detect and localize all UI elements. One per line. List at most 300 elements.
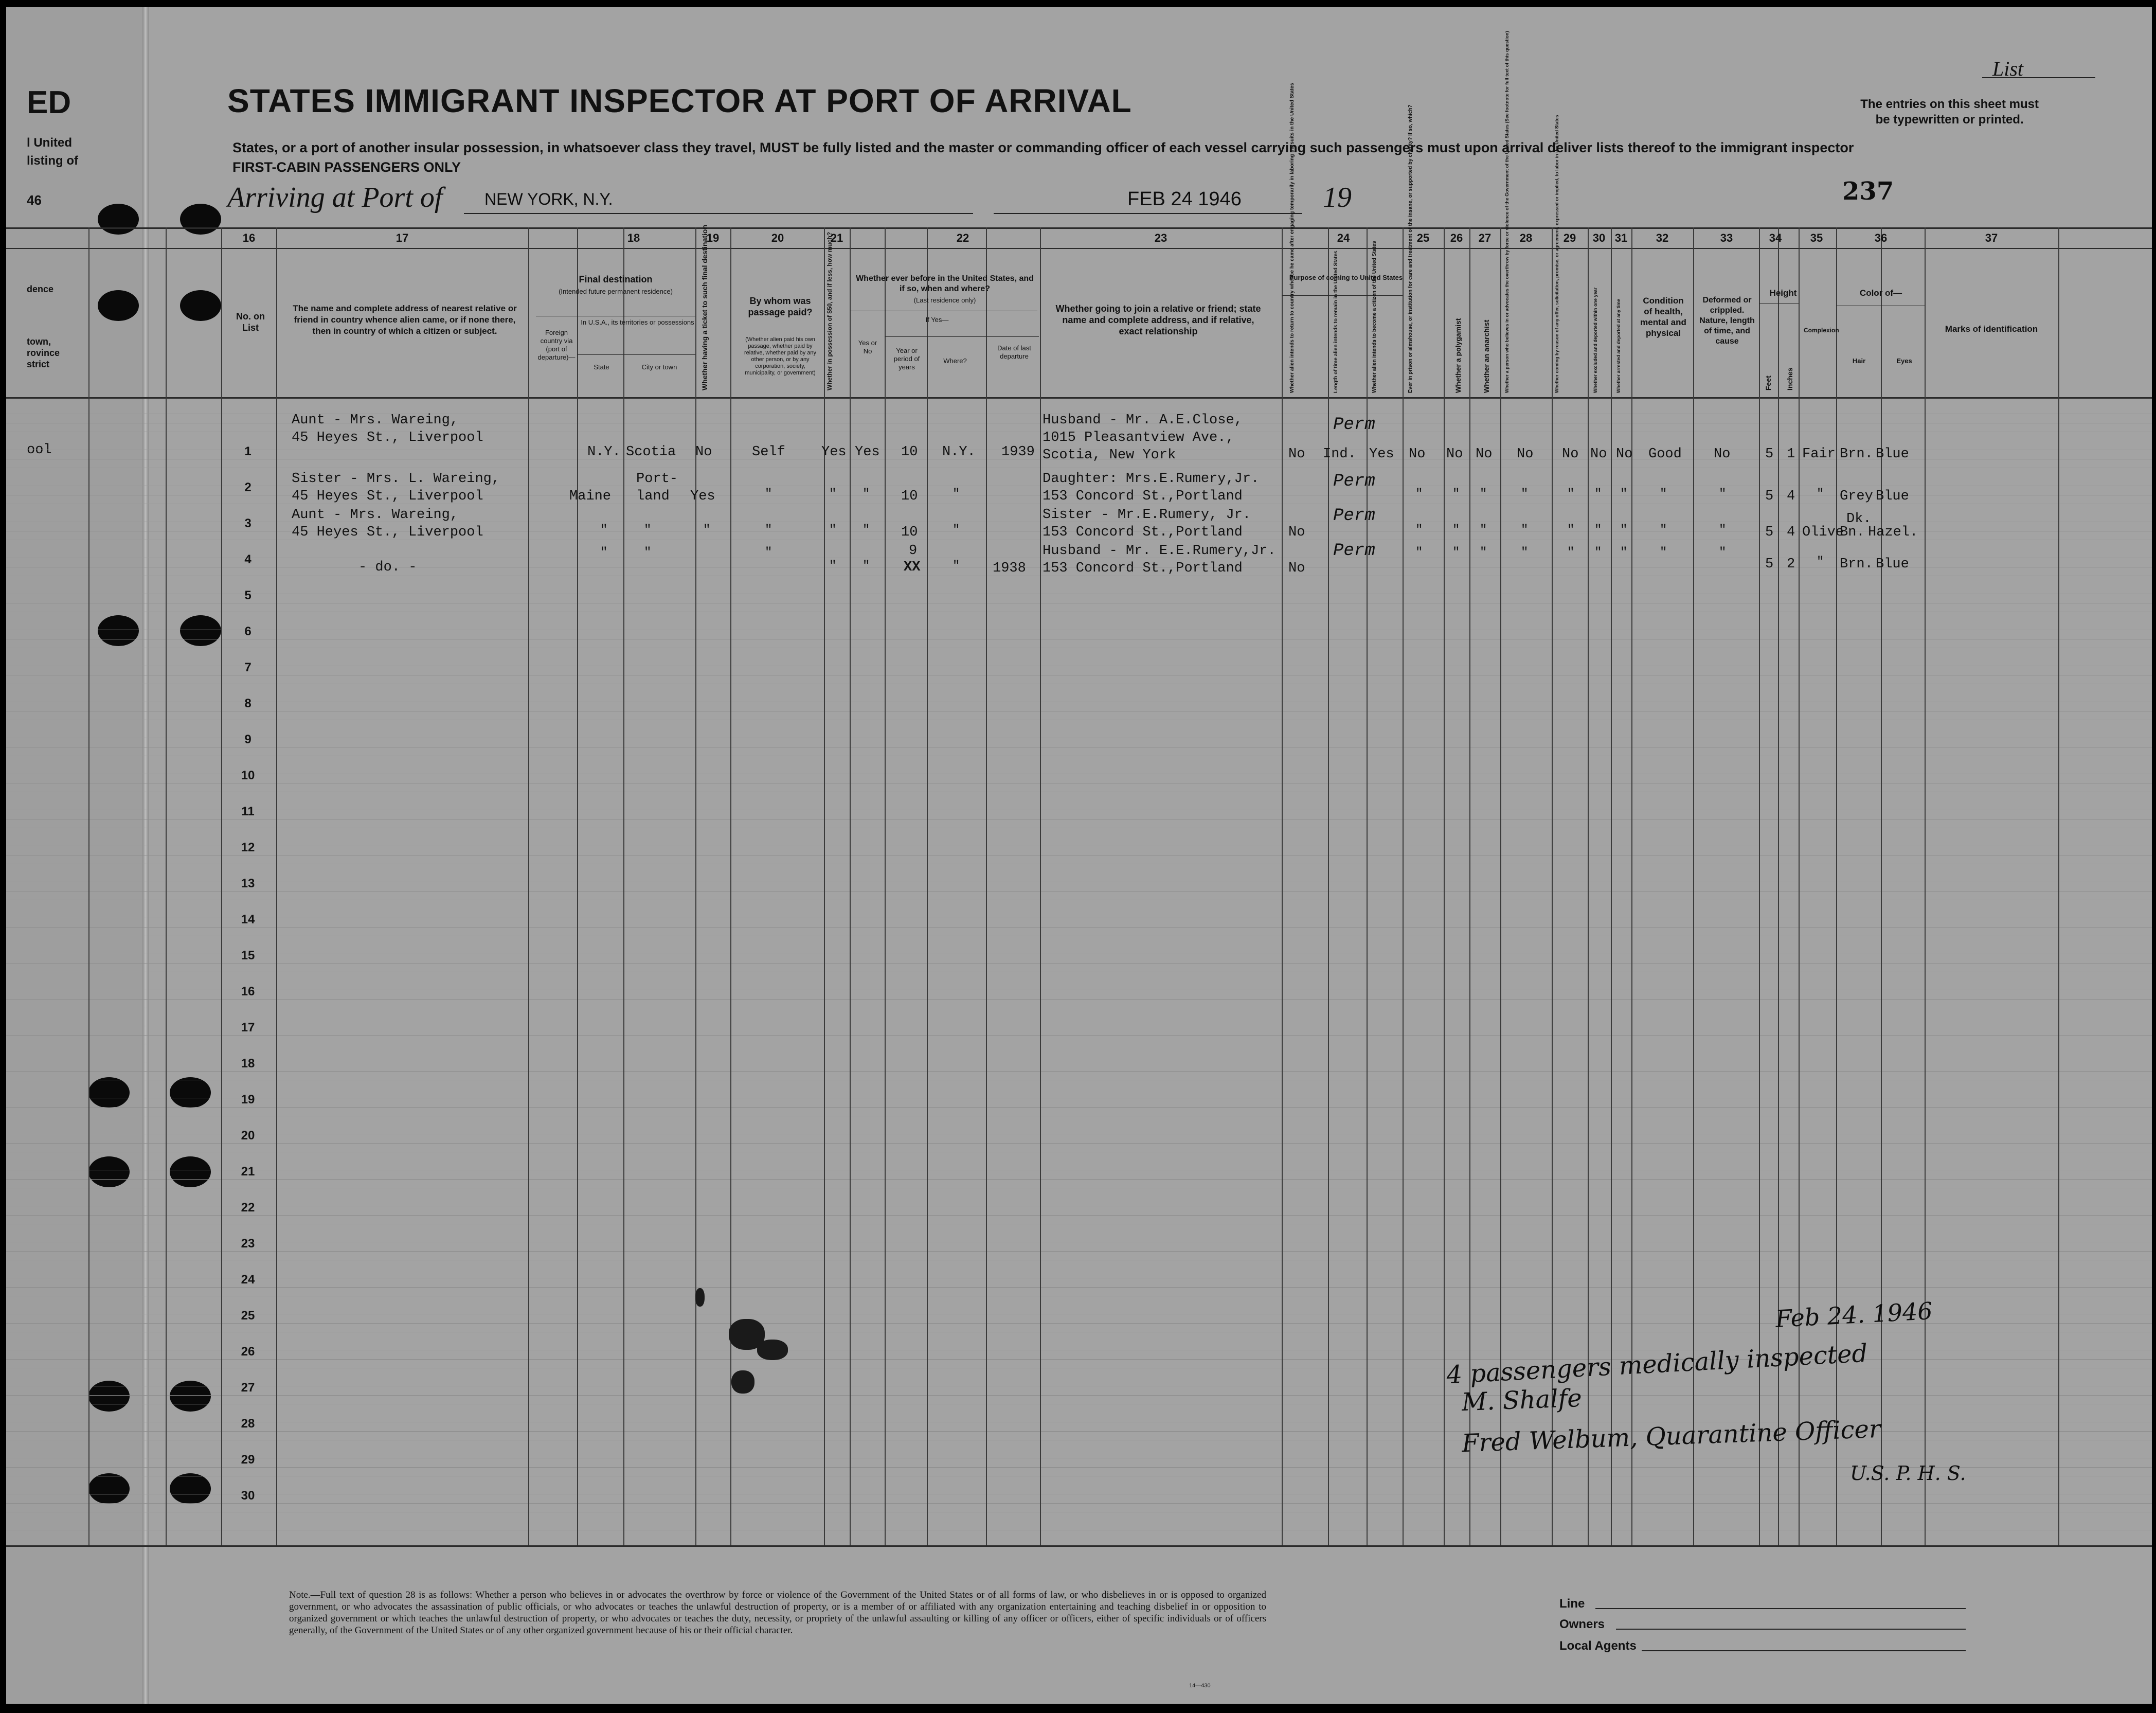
header-complexion: Complexion <box>1804 327 1839 334</box>
row3-q29-ditto: " <box>1567 523 1575 537</box>
row2-join-2: 153 Concord St.,Portland <box>1043 489 1243 504</box>
row-rule <box>6 1467 2152 1468</box>
row2-fifty-ditto: " <box>829 487 837 501</box>
row1-q27: No <box>1476 447 1493 462</box>
row-rule <box>6 1287 2152 1288</box>
punch-hole <box>98 615 139 646</box>
entries-note-line-2: be typewritten or printed. <box>1875 113 2024 127</box>
row4-hair: Brn. <box>1840 557 1873 572</box>
row-number: 17 <box>241 1021 255 1034</box>
punch-hole <box>180 204 221 235</box>
arriving-label: Arriving at Port of <box>227 182 443 213</box>
row2-q29-ditto: " <box>1567 487 1575 501</box>
row3-eyes: Hazel. <box>1868 525 1918 540</box>
row3-health-ditto: " <box>1660 523 1667 537</box>
row-rule <box>6 1215 2152 1216</box>
header-subline <box>885 336 1039 337</box>
row2-feet: 5 <box>1765 489 1774 504</box>
row2-q27-ditto: " <box>1480 487 1487 501</box>
row-number: 5 <box>244 588 251 602</box>
row1-join-2: 1015 Pleasantview Ave., <box>1043 430 1234 445</box>
header-marks: Marks of identification <box>1945 324 2038 334</box>
row4-inches: 2 <box>1787 557 1795 572</box>
row3-join-1: Sister - Mr.E.Rumery, Jr. <box>1043 507 1251 523</box>
row2-eyes: Blue <box>1876 489 1909 504</box>
row3-where-ditto: " <box>953 523 960 537</box>
header-where: Where? <box>943 357 967 365</box>
row-rule <box>6 1035 2152 1036</box>
punch-hole <box>98 290 139 321</box>
row1-eyes: Blue <box>1876 447 1909 462</box>
header-polygamist: Whether a polygamist <box>1454 318 1462 393</box>
manifest-sheet <box>6 7 2152 1704</box>
header-q29: Whether coming by reason of any offer, solicitation, promise, or agreement, expressed or implied, to labor in the United States <box>1554 115 1559 393</box>
header-date-departure: Date of last departure <box>997 344 1031 360</box>
header-color-of: Color of— <box>1859 288 1902 298</box>
header-height: Height <box>1769 288 1797 298</box>
annotation-date: Feb 24. 1946 <box>1774 1297 1933 1333</box>
row2-q28-ditto: " <box>1521 487 1529 501</box>
passenger-class: FIRST-CABIN PASSENGERS ONLY <box>232 159 461 175</box>
row1-purpose-b: Ind. <box>1323 447 1356 462</box>
column-line <box>88 227 89 1545</box>
punch-hole <box>98 204 139 235</box>
punch-hole <box>170 1381 211 1412</box>
row4-fifty-ditto: " <box>829 559 837 573</box>
row-number: 12 <box>241 841 255 854</box>
row1-join-3: Scotia, New York <box>1043 448 1176 463</box>
column-number: 28 <box>1519 231 1533 244</box>
row2-inches: 4 <box>1787 489 1795 504</box>
row1-relative-2: 45 Heyes St., Liverpool <box>292 430 483 445</box>
row3-join-2: 153 Concord St.,Portland <box>1043 525 1243 540</box>
row4-eyes: Blue <box>1876 557 1909 572</box>
punch-hole <box>170 1156 211 1187</box>
row1-hair: Brn. <box>1840 447 1873 462</box>
stub-line-3: 46 <box>27 192 42 208</box>
column-line <box>986 227 987 1545</box>
column-line <box>824 227 825 1545</box>
ink-stain <box>731 1370 754 1394</box>
column-line <box>850 227 851 1545</box>
column-number: 29 <box>1563 231 1576 244</box>
column-number: 16 <box>242 231 256 244</box>
column-line <box>577 227 578 1545</box>
annotation-line-1: 4 passengers medically inspected <box>1446 1339 1868 1390</box>
footer-agents-rule <box>1642 1650 1966 1651</box>
date-line <box>994 213 1302 214</box>
row3-q26-ditto: " <box>1452 523 1460 537</box>
row4-q28-ditto: " <box>1521 546 1529 560</box>
header-purpose: Purpose of coming to United States <box>1289 274 1403 281</box>
row-rule <box>6 1107 2152 1108</box>
previous-page-stub <box>6 7 142 1704</box>
ink-stain <box>757 1340 788 1360</box>
row1-purpose-a: No <box>1288 447 1305 462</box>
row2-state: Maine <box>569 489 612 504</box>
row-number: 23 <box>241 1237 255 1251</box>
row3-relative-1: Aunt - Mrs. Wareing, <box>292 507 459 523</box>
row1-health: Good <box>1648 447 1682 462</box>
column-line <box>166 227 167 1545</box>
row4-join-2: 153 Concord St.,Portland <box>1043 561 1243 576</box>
column-number: 31 <box>1614 231 1628 244</box>
row-number: 10 <box>241 769 255 782</box>
annotation-line-2: M. Shalfe <box>1461 1383 1583 1417</box>
row3-relative-2: 45 Heyes St., Liverpool <box>292 525 483 540</box>
row1-relative-1: Aunt - Mrs. Wareing, <box>292 413 459 428</box>
row2-join-1: Daughter: Mrs.E.Rumery,Jr. <box>1043 471 1260 487</box>
row2-q26-ditto: " <box>1452 487 1460 501</box>
header-yes-no: Yes or No <box>858 339 877 355</box>
row3-q27-ditto: " <box>1480 523 1487 537</box>
row-number: 13 <box>241 877 255 890</box>
row2-complexion: " <box>1817 487 1824 501</box>
header-state: State <box>594 363 609 371</box>
header-health: Condition of health, mental and physical <box>1640 296 1686 338</box>
column-number: 33 <box>1720 231 1733 244</box>
stub-col-sub-1: town, <box>27 336 51 347</box>
row1-q25: No <box>1409 447 1426 462</box>
row1-inches: 1 <box>1787 447 1795 462</box>
row-number: 22 <box>241 1201 255 1215</box>
row1-before: Yes <box>855 444 880 460</box>
row4-q25-ditto: " <box>1415 546 1423 560</box>
column-line <box>1403 227 1404 1545</box>
punch-hole <box>88 1077 130 1108</box>
row1-q28: No <box>1517 447 1534 462</box>
column-line <box>1925 227 1926 1545</box>
row3-hair-2: Bn. <box>1840 525 1865 540</box>
row1-departure: 1939 <box>1001 444 1035 460</box>
column-number: 37 <box>1985 231 1998 244</box>
row3-deformed-ditto: " <box>1719 523 1727 537</box>
row1-ticket: No <box>695 444 712 460</box>
row2-health-ditto: " <box>1660 487 1667 501</box>
row1-state: N.Y. <box>587 444 621 460</box>
header-final-destination: Final destination <box>579 274 653 284</box>
row3-q31-ditto: " <box>1620 523 1628 537</box>
row2-before-ditto: " <box>863 487 870 501</box>
header-feet: Feet <box>1764 376 1772 390</box>
row-rule <box>6 1503 2152 1504</box>
row2-city-1: Port- <box>636 471 678 487</box>
row-number: 19 <box>241 1093 255 1107</box>
header-q31: Whether arrested and deported at any time <box>1616 298 1621 393</box>
row1-join-1: Husband - Mr. A.E.Close, <box>1043 413 1243 428</box>
stub-col-sub-2: rovince <box>27 348 60 358</box>
column-number: 27 <box>1478 231 1492 244</box>
table-top-border <box>6 227 2152 229</box>
row4-q27-ditto: " <box>1480 546 1487 560</box>
row3-before-ditto: " <box>863 523 870 537</box>
header-subline <box>1759 303 1799 304</box>
stub-col-sub-3: strict <box>27 359 50 369</box>
row1-q30: No <box>1590 447 1607 462</box>
row4-join-1: Husband - Mr. E.E.Rumery,Jr. <box>1043 543 1276 559</box>
column-number: 36 <box>1874 231 1888 244</box>
row1-where: N.Y. <box>942 444 976 460</box>
column-line <box>1881 227 1882 1545</box>
row1-feet: 5 <box>1765 447 1774 462</box>
row-number: 26 <box>241 1345 255 1359</box>
annotation-line-4: U.S. P. H. S. <box>1850 1462 1966 1485</box>
column-line <box>276 227 277 1545</box>
row1-complexion: Fair <box>1802 447 1836 462</box>
column-line <box>1552 227 1553 1545</box>
row-rule <box>6 1071 2152 1072</box>
row3-complexion: Olive <box>1802 525 1844 540</box>
row1-deformed: No <box>1714 447 1731 462</box>
row-rule <box>6 999 2152 1000</box>
header-anarchist: Whether an anarchist <box>1482 319 1490 393</box>
row2-years: 10 <box>901 489 918 504</box>
row3-years: 10 <box>901 525 918 540</box>
row2-paid: " <box>765 487 772 501</box>
column-number: 19 <box>706 231 720 244</box>
punch-hole <box>88 1381 130 1412</box>
row4-state-ditto: " <box>600 546 608 560</box>
footer-agents-label: Local Agents <box>1559 1639 1637 1653</box>
column-number: 32 <box>1656 231 1669 244</box>
footnote: Note.—Full text of question 28 is as follows: Whether a person who believes in or advocates the overthrow by force or violence of the Government of the United States or of all forms of law, or who disbelieves in or is opposed to organized government, or who advocates the assassination of public officials, or who advocates or teaches the unlawful destruction of property, or is a member of or affiliated with any organization entertaining and teaching disbelief in or opposition to organized government or which teaches the unlawful destruction of property, or who advocates or teaches the duty, necessity, or propriety of the unlawful assaulting or killing of any officer or officers, either of specific individuals or of officers generally, of the Government of the United States or of any other organized government because of his or their official character. <box>289 1590 1266 1636</box>
column-number: 20 <box>771 231 784 244</box>
row2-city-2: land <box>636 489 670 504</box>
column-number: 26 <box>1450 231 1463 244</box>
header-passage-paid: By whom was passage paid? <box>748 296 813 317</box>
stub-title: ED <box>27 85 71 120</box>
row1-q31: No <box>1616 447 1633 462</box>
header-foreign-country: Foreign country via (port of departure)— <box>537 329 576 361</box>
row-number: 28 <box>241 1417 255 1431</box>
row3-inches: 4 <box>1787 525 1795 540</box>
punch-hole <box>180 615 221 646</box>
header-bottom-border <box>6 397 2152 399</box>
header-q28: Whether a person who believes in or advocates the overthrow by force or violence of the Government of the United States (See footnote for full text of this question) <box>1504 31 1510 393</box>
row2-relative-1: Sister - Mrs. L. Wareing, <box>292 471 500 487</box>
annotation-line-3: Fred Welbum, Quarantine Officer <box>1461 1414 1881 1458</box>
column-line <box>730 227 731 1545</box>
column-line <box>885 227 886 1545</box>
row-rule <box>6 1251 2152 1252</box>
column-line <box>1631 227 1632 1545</box>
row3-q28-ditto: " <box>1521 523 1529 537</box>
row1-purpose-b-hand: Perm <box>1333 415 1375 435</box>
row-number: 14 <box>241 913 255 926</box>
list-label: List <box>1992 57 2023 80</box>
row1-fifty: Yes <box>821 444 847 460</box>
ink-stain <box>695 1288 705 1307</box>
row2-where-ditto: " <box>953 487 960 501</box>
header-passage-paid-sub: (Whether alien paid his own passage, whether paid by relative, whether paid by any other person, or by any corporation, society, municipality, or government) <box>744 336 817 376</box>
column-line <box>927 227 928 1545</box>
stub-entry: ool <box>27 442 52 458</box>
row-rule <box>6 1143 2152 1144</box>
row3-purpose-a: No <box>1288 525 1305 540</box>
row-number: 24 <box>241 1273 255 1287</box>
port-line <box>464 213 973 214</box>
column-line <box>695 227 696 1545</box>
header-in-usa: In U.S.A., its territories or possessions <box>581 318 694 326</box>
row4-purpose-b-hand: Perm <box>1333 541 1375 561</box>
row4-deformed-ditto: " <box>1719 546 1727 560</box>
row3-city-ditto: " <box>644 523 652 537</box>
column-number: 22 <box>956 231 969 244</box>
column-line <box>2058 227 2059 1545</box>
header-if-yes: If Yes— <box>925 316 949 324</box>
list-line <box>1982 77 2095 78</box>
row3-paid-ditto: " <box>765 523 772 537</box>
header-final-destination-sub: (Intended future permanent residence) <box>559 288 673 295</box>
footer-owners-label: Owners <box>1559 1617 1605 1631</box>
header-purpose-b: Length of time alien intends to remain in the United States <box>1333 251 1339 393</box>
form-code: 14—430 <box>1189 1683 1211 1689</box>
row2-hair: Grey <box>1840 489 1873 504</box>
page-number: 237 <box>1842 177 1894 206</box>
column-number: 18 <box>627 231 640 244</box>
column-line <box>528 227 529 1545</box>
year-prefix: 19 <box>1323 182 1352 213</box>
column-line <box>1328 227 1329 1545</box>
row4-purpose-a: No <box>1288 561 1305 576</box>
row-number: 9 <box>244 733 251 746</box>
row-number: 25 <box>241 1309 255 1323</box>
header-inches: Inches <box>1786 367 1794 390</box>
row3-state-ditto: " <box>600 523 608 537</box>
row4-q26-ditto: " <box>1452 546 1460 560</box>
row-number: 27 <box>241 1381 255 1395</box>
column-number: 17 <box>396 231 409 244</box>
row2-relative-2: 45 Heyes St., Liverpool <box>292 489 483 504</box>
column-line <box>1469 227 1470 1545</box>
header-hair: Hair <box>1852 357 1866 365</box>
header-subline <box>577 354 695 355</box>
row-number: 11 <box>241 805 255 818</box>
row4-feet: 5 <box>1765 557 1774 572</box>
row-number: 2 <box>244 480 251 494</box>
stub-line-2: listing of <box>27 154 78 168</box>
column-number: 34 <box>1769 231 1782 244</box>
row1-paid: Self <box>752 444 785 460</box>
table-bottom-border <box>6 1545 2152 1547</box>
row4-city-ditto: " <box>644 546 652 560</box>
row-number: 3 <box>244 516 251 530</box>
row1-q29: No <box>1562 447 1579 462</box>
row4-q30-ditto: " <box>1594 546 1602 560</box>
header-deformed: Deformed or crippled. Nature, length of time, and cause <box>1699 296 1755 346</box>
header-nearest-relative: The name and complete address of nearest relative or friend in country whence alien came, or if none there, then in country of which a citizen or subject. <box>293 304 517 336</box>
punch-hole <box>180 290 221 321</box>
row3-q25-ditto: " <box>1415 523 1423 537</box>
row2-purpose-b-hand: Perm <box>1333 472 1375 491</box>
row1-purpose-c: Yes <box>1369 447 1394 462</box>
page-fold <box>142 7 149 1704</box>
row3-purpose-b-hand: Perm <box>1333 506 1375 526</box>
page-title: STATES IMMIGRANT INSPECTOR AT PORT OF ARRIVAL <box>227 82 1132 119</box>
row-number: 1 <box>244 444 251 458</box>
row4-health-ditto: " <box>1660 546 1667 560</box>
header-join-relative: Whether going to join a relative or friend; state name and complete address, and if relative, exact relationship <box>1055 304 1261 336</box>
row2-ticket: Yes <box>690 489 715 504</box>
row1-q26: No <box>1446 447 1463 462</box>
column-number: 23 <box>1154 231 1167 244</box>
header-fifty-dollars: Whether in possession of $50, and if less, how much? <box>826 231 833 390</box>
column-line <box>1611 227 1612 1545</box>
header-before-in-us-sub: (Last residence only) <box>913 296 976 304</box>
row4-departure: 1938 <box>993 561 1026 576</box>
entries-note <box>1860 97 2039 128</box>
entries-note-line-1: The entries on this sheet must <box>1860 97 2039 111</box>
punch-hole <box>170 1473 211 1504</box>
row-number: 30 <box>241 1489 255 1503</box>
footer-owners-rule <box>1616 1629 1966 1630</box>
date-value: FEB 24 1946 <box>1127 188 1242 210</box>
column-number: 30 <box>1592 231 1606 244</box>
header-purpose-a: Whether alien intends to return to country whence he came after engaging temporarily in laboring pursuits in the United States <box>1289 83 1295 393</box>
footer-line-label: Line <box>1559 1597 1585 1611</box>
row4-years-2: XX <box>904 560 921 575</box>
row2-q31-ditto: " <box>1620 487 1628 501</box>
page-subtitle: States, or a port of another insular possession, in whatsoever class they travel, MUST be fully listed and the master or commanding officer of each vessel carrying such passengers must upon arrival deliver lists thereof to the immigrant inspector <box>232 140 1854 155</box>
column-line <box>1040 227 1041 1545</box>
row-number: 18 <box>241 1057 255 1070</box>
row4-before-ditto: " <box>863 559 870 573</box>
row-number: 4 <box>244 552 251 566</box>
header-eyes: Eyes <box>1896 357 1912 365</box>
header-no-on-list: No. on List <box>236 311 265 333</box>
row4-complexion: " <box>1817 555 1824 569</box>
port-value: NEW YORK, N.Y. <box>484 190 613 208</box>
column-line <box>623 227 624 1545</box>
row4-q31-ditto: " <box>1620 546 1628 560</box>
row1-city: Scotia <box>626 444 676 460</box>
header-prison: Ever in prison or almshouse, or institution for care and treatment of the insane, or supported by charity? If so, which? <box>1408 104 1413 393</box>
row4-paid-ditto: " <box>765 546 772 560</box>
header-q30: Whether excluded and deported within one year <box>1593 287 1598 393</box>
column-line <box>1444 227 1445 1545</box>
header-ticket: Whether having a ticket to such final destination <box>700 224 709 390</box>
column-line <box>1282 227 1283 1545</box>
row-number: 15 <box>241 949 255 962</box>
column-line <box>1588 227 1589 1545</box>
stub-line-1: l United <box>27 136 72 150</box>
row-number: 21 <box>241 1165 255 1179</box>
column-number: 25 <box>1416 231 1430 244</box>
header-year-period: Year or period of years <box>893 347 920 371</box>
row4-relative-1: - do. - <box>358 560 417 575</box>
header-subline <box>1282 295 1403 296</box>
row3-q30-ditto: " <box>1594 523 1602 537</box>
row2-q25-ditto: " <box>1415 487 1423 501</box>
row3-ticket-ditto: " <box>703 523 711 537</box>
row4-years-1: 9 <box>909 543 918 559</box>
punch-hole <box>170 1077 211 1108</box>
row-number: 7 <box>244 661 251 674</box>
punch-hole <box>88 1156 130 1187</box>
column-number: 21 <box>830 231 843 244</box>
row2-q30-ditto: " <box>1594 487 1602 501</box>
punch-hole <box>88 1473 130 1504</box>
row3-fifty-ditto: " <box>829 523 837 537</box>
row1-years: 10 <box>901 444 918 460</box>
row-number: 6 <box>244 624 251 638</box>
row3-feet: 5 <box>1765 525 1774 540</box>
row-rule <box>6 1395 2152 1396</box>
row4-q29-ditto: " <box>1567 546 1575 560</box>
column-number: 35 <box>1810 231 1823 244</box>
row4-where-ditto: " <box>953 559 960 573</box>
row3-hair-1: Dk. <box>1846 511 1872 527</box>
